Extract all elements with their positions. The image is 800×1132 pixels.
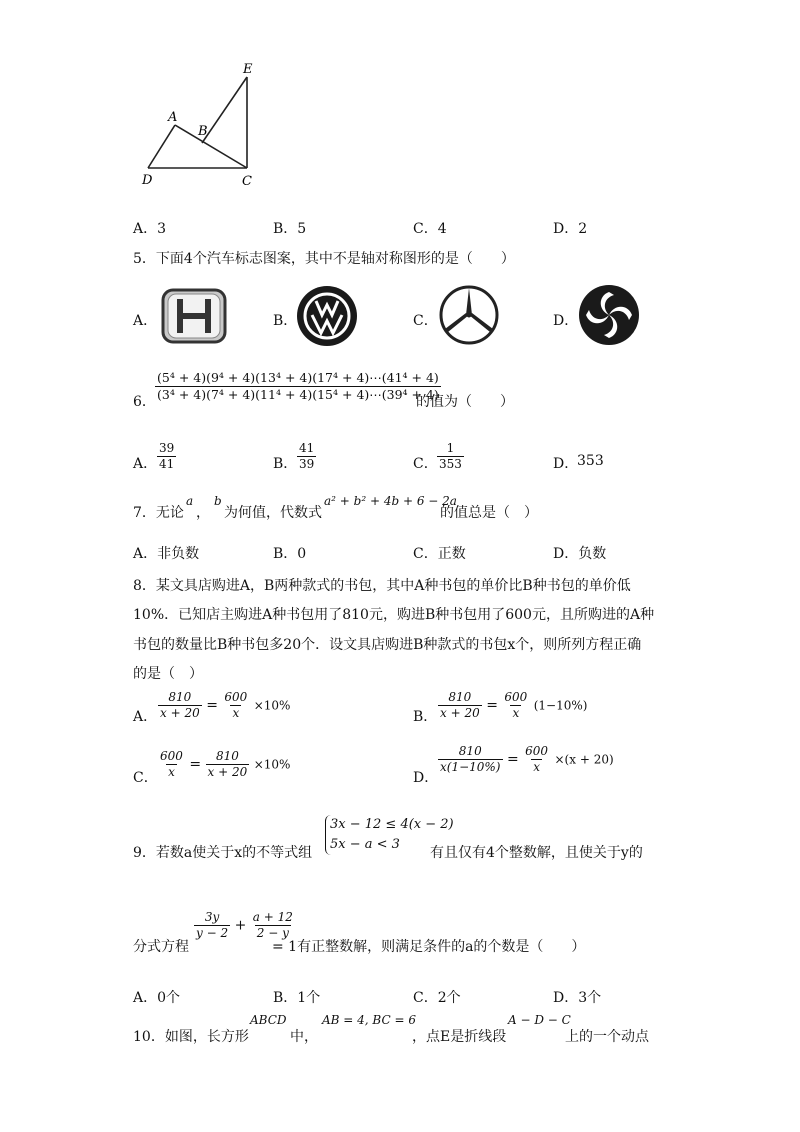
q8-b-eq: = (486, 697, 498, 714)
q8-line-3: 书包的数量比B种书包多20个．设文具店购进B种款式的书包x个，则所列方程正确 (133, 637, 642, 653)
q4-option-b: B．5 (273, 221, 307, 237)
q8-d-eq: = (506, 751, 519, 768)
q6-option-c-num: 1 (446, 441, 455, 455)
q6-option-d-text: 353 (577, 453, 604, 469)
q8-d-num1: 810 (458, 744, 482, 758)
q8-a-eq: = (206, 697, 218, 714)
q8-c-den2: x + 20 (207, 765, 248, 779)
geometry-figure (130, 55, 280, 200)
q9-text-4: = 1有正整数解，则满足条件的a的个数是（ ） (272, 939, 586, 955)
label-a: A (168, 110, 178, 125)
segment-da (148, 125, 175, 168)
q8-option-d-label: D． (413, 770, 439, 786)
q8-a-den2: x (232, 706, 240, 720)
q8-option-d-expr (438, 744, 614, 775)
q7-option-c: C．正数 (413, 546, 466, 562)
q4-option-c: C．4 (413, 221, 447, 237)
q8-c-den1: x (168, 765, 175, 779)
q7-text-2: 为何值，代数式 (224, 505, 322, 521)
q8-option-a-expr (158, 690, 290, 721)
q7-comma: ， (196, 505, 210, 521)
q8-option-c-expr (158, 749, 290, 780)
q6-option-b-num: 41 (299, 441, 315, 455)
q8-a-num1: 810 (168, 690, 192, 704)
q9-f2-num: a + 12 (252, 910, 293, 924)
q10-text-4: 上的一个动点 (565, 1029, 649, 1045)
q8-a-num2: 600 (224, 690, 248, 704)
q8-c-eq: = (189, 756, 202, 773)
q6-denominator: (3⁴ + 4)(7⁴ + 4)(11⁴ + 4)(15⁴ + 4)⋯(39⁴ + 4) (157, 386, 439, 402)
q7-expression: a² + b² + 4b + 6 − 2a (324, 494, 457, 508)
q4-option-a: A．3 (133, 221, 167, 237)
volkswagen-logo-icon (296, 285, 358, 347)
q9-option-b: B．1个 (273, 990, 321, 1006)
q10-text-2: 中， (290, 1029, 318, 1045)
label-d: D (142, 173, 153, 188)
q10-condition: AB = 4, BC = 6 (322, 1013, 416, 1027)
q8-line-2: 10%．已知店主购进A种书包用了810元，购进B种书包用了600元，且所购进的A种 (133, 607, 655, 623)
q8-b-tail: (1−10%) (533, 698, 588, 713)
q9-text-3: 分式方程 (133, 939, 189, 955)
q10-text-1: 10．如图，长方形 (133, 1029, 249, 1045)
q8-option-c-label: C． (133, 770, 158, 786)
q5-stem: 5．下面4个汽车标志图案，其中不是轴对称图形的是（ ） (133, 251, 515, 267)
q9-inequality-1: 3x − 12 ≤ 4(x − 2) (330, 817, 454, 832)
q9-plus: + (234, 917, 247, 934)
q8-a-den1: x + 20 (160, 706, 200, 720)
honda-logo-icon (160, 287, 228, 345)
q6-option-a-label: A． (133, 456, 158, 472)
q9-f2-den: 2 − y (256, 926, 289, 940)
q6-suffix: 的值为（ ） (416, 394, 514, 410)
q10-path: A − D − C (508, 1013, 571, 1027)
q8-option-b-expr (438, 690, 587, 721)
q6-option-d-label: D． (553, 456, 579, 472)
q8-c-num1: 600 (160, 749, 183, 763)
q9-option-a: A．0个 (133, 990, 181, 1006)
q9-inequality-2: 5x − a < 3 (330, 837, 400, 853)
q6-numerator: (5⁴ + 4)(9⁴ + 4)(13⁴ + 4)(17⁴ + 4)⋯(41⁴ + 4) (157, 370, 439, 385)
q5-label-a: A． (133, 313, 158, 329)
q8-b-num1: 810 (448, 690, 472, 704)
q7-option-b: B．0 (273, 546, 307, 562)
q9-text-1: 9．若数a使关于x的不等式组 (133, 845, 313, 861)
q6-option-b-label: B． (273, 456, 298, 472)
q8-b-num2: 600 (504, 690, 528, 704)
q6-option-c-label: C． (413, 456, 438, 472)
q7-text-1: 7．无论 (133, 505, 184, 521)
q6-option-a-num: 39 (159, 441, 175, 455)
segment-ac (175, 125, 247, 168)
q7-option-a: A．非负数 (133, 546, 200, 562)
q10-text-3: ，点E是折线段 (412, 1029, 507, 1045)
q5-label-d: D． (553, 313, 579, 329)
q9-f1-num: 3y (204, 910, 220, 924)
q6-option-c-den: 353 (439, 457, 462, 471)
q6-option-b-fraction (297, 441, 316, 472)
q9-option-d: D．3个 (553, 990, 602, 1006)
label-e: E (243, 62, 253, 77)
q5-label-c: C． (413, 313, 438, 329)
q4-option-d: D．2 (553, 221, 588, 237)
q8-d-den1: x(1−10%) (440, 760, 501, 774)
q8-a-tail: ×10% (253, 698, 291, 713)
q6-option-a-fraction (157, 441, 176, 472)
dongfeng-logo-icon (578, 284, 640, 346)
q6-fraction (155, 370, 441, 402)
q9-option-c: C．2个 (413, 990, 461, 1006)
q7-var-a: a (186, 494, 194, 508)
q10-abcd: ABCD (250, 1013, 287, 1027)
q6-option-a-den: 41 (159, 457, 175, 471)
q8-c-num2: 810 (215, 749, 239, 763)
q8-d-tail: ×(x + 20) (554, 752, 614, 767)
q8-d-num2: 600 (525, 744, 549, 758)
q8-option-a-label: A． (133, 709, 158, 725)
q8-c-tail: ×10% (253, 757, 291, 772)
q8-option-b-label: B． (413, 709, 438, 725)
q8-line-4: 的是（ ） (133, 666, 203, 682)
q8-b-den1: x + 20 (440, 706, 480, 720)
q6-option-b-den: 39 (299, 457, 315, 471)
q7-var-b: b (214, 494, 222, 508)
q5-label-b: B． (273, 313, 298, 329)
q8-b-den2: x (512, 706, 520, 720)
q9-text-2: 有且仅有4个整数解，且使关于y的 (430, 845, 643, 861)
q8-d-den2: x (533, 760, 540, 774)
q9-f1-den: y − 2 (196, 926, 229, 940)
q7-text-3: 的值总是（ ） (440, 505, 538, 521)
q6-option-c-fraction (437, 441, 464, 472)
q7-option-d: D．负数 (553, 546, 607, 562)
mercedes-logo-icon (438, 284, 500, 346)
segment-eb (202, 77, 247, 143)
label-b: B (198, 124, 208, 139)
q8-line-1: 8．某文具店购进A，B两种款式的书包，其中A种书包的单价比B种书包的单价低 (133, 578, 631, 594)
q6-prefix: 6． (133, 394, 156, 410)
label-c: C (242, 174, 252, 189)
